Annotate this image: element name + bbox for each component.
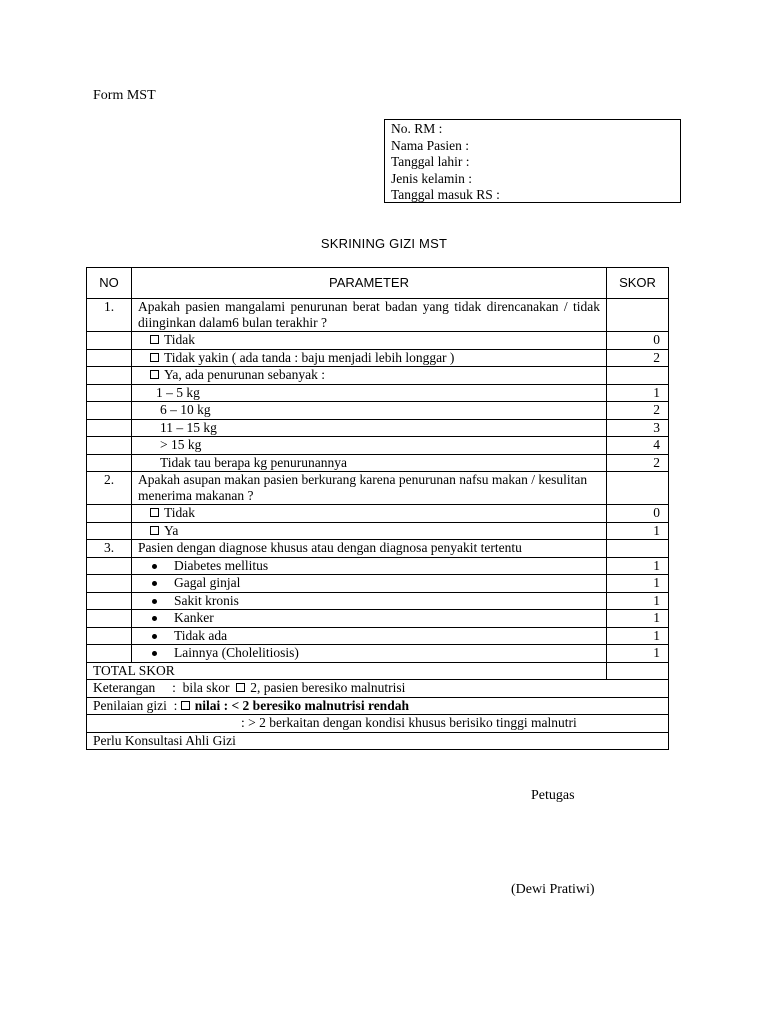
- checkbox-icon: [181, 701, 190, 710]
- q2-option-no-row: [87, 505, 669, 523]
- q3-item: [132, 627, 607, 645]
- q1-sub-label: 6 – 10 kg: [132, 402, 607, 420]
- empty-no-cell: [87, 332, 132, 350]
- q3-item-score: 1: [607, 592, 669, 610]
- q1-option-no-score: 0: [607, 332, 669, 350]
- q3-item: [132, 592, 607, 610]
- note-prefix: Keterangan : bila skor: [93, 680, 230, 695]
- q1-sub-score: 1: [607, 384, 669, 402]
- empty-no-cell: [87, 627, 132, 645]
- bullet-icon: [152, 599, 157, 604]
- q3-score-empty: [607, 540, 669, 558]
- header-no: NO: [87, 268, 132, 299]
- q3-item-score: 1: [607, 645, 669, 663]
- empty-no-cell: [87, 645, 132, 663]
- q2-number: 2.: [87, 472, 132, 505]
- q1-sub-score: 2: [607, 402, 669, 420]
- q2-question: Apakah asupan makan pasien berkurang karena penurunan nafsu makan / kesulitan menerima makanan ?: [132, 472, 607, 505]
- empty-no-cell: [87, 384, 132, 402]
- q1-option-unsure-row: [87, 349, 669, 367]
- q1-option-yes: [132, 367, 607, 385]
- q2-option-yes-score: 1: [607, 522, 669, 540]
- bullet-icon: [152, 634, 157, 639]
- q3-item: [132, 575, 607, 593]
- checkbox-icon: [150, 370, 159, 379]
- assessment-row: [87, 697, 669, 715]
- total-score: [607, 662, 669, 680]
- note-cell: [87, 680, 669, 698]
- checkbox-icon: [150, 526, 159, 535]
- q1-option-unsure: [132, 349, 607, 367]
- header-score: SKOR: [607, 268, 669, 299]
- q3-item-label: Lainnya (Cholelitiosis): [174, 645, 299, 660]
- q3-item-label: Sakit kronis: [174, 592, 239, 608]
- empty-no-cell: [87, 367, 132, 385]
- q3-question: Pasien dengan diagnose khusus atau dengan diagnosa penyakit tertentu: [132, 540, 607, 558]
- consult-row: [87, 732, 669, 750]
- q2-row: [87, 472, 669, 505]
- empty-no-cell: [87, 522, 132, 540]
- form-title: Form MST: [93, 88, 156, 103]
- empty-no-cell: [87, 575, 132, 593]
- assessment-line-2: : > 2 berkaitan dengan kondisi khusus berisiko tinggi malnutri: [87, 715, 669, 733]
- officer-label: Petugas: [531, 788, 575, 803]
- q3-row: [87, 540, 669, 558]
- q3-item: [132, 557, 607, 575]
- assessment-prefix: Penilaian gizi :: [93, 697, 178, 713]
- q2-option-no-score: 0: [607, 505, 669, 523]
- q1-question: Apakah pasien mangalami penurunan berat badan yang tidak direncanakan / tidak diinginkan dalam6 bulan terakhir ?: [132, 299, 607, 332]
- checkbox-icon: [150, 508, 159, 517]
- q1-option-yes-label: Ya, ada penurunan sebanyak :: [164, 367, 325, 382]
- checkbox-icon: [236, 683, 245, 692]
- q1-option-no-row: [87, 332, 669, 350]
- q1-option-yes-score: [607, 367, 669, 385]
- q3-item-label: Gagal ginjal: [174, 575, 241, 590]
- q2-option-yes: [132, 522, 607, 540]
- empty-no-cell: [87, 437, 132, 455]
- q3-item-score: 1: [607, 557, 669, 575]
- header-parameter: PARAMETER: [132, 268, 607, 299]
- q1-sub-score: 3: [607, 419, 669, 437]
- empty-no-cell: [87, 592, 132, 610]
- assessment-bold: nilai : < 2 beresiko malnutrisi rendah: [194, 697, 409, 713]
- q2-option-yes-label: Ya: [164, 522, 179, 538]
- q2-score-empty: [607, 472, 669, 505]
- q3-item: [132, 645, 607, 663]
- empty-no-cell: [87, 454, 132, 472]
- q3-item-row: [87, 645, 669, 663]
- consult-cell: Perlu Konsultasi Ahli Gizi: [87, 732, 669, 750]
- q1-sub-label: 1 – 5 kg: [132, 384, 607, 402]
- note-row: [87, 680, 669, 698]
- q3-item-row: [87, 627, 669, 645]
- q3-item-label: Diabetes mellitus: [174, 557, 269, 573]
- checkbox-icon: [150, 335, 159, 344]
- q1-sub-row: [87, 454, 669, 472]
- assessment-row-2: [87, 715, 669, 733]
- q3-number: 3.: [87, 540, 132, 558]
- q3-item-label: Tidak ada: [174, 627, 228, 643]
- empty-no-cell: [87, 610, 132, 628]
- q1-option-unsure-label: Tidak yakin ( ada tanda : baju menjadi lebih longgar ): [164, 349, 455, 365]
- note-suffix: 2, pasien beresiko malnutrisi: [250, 680, 406, 695]
- header-row: [87, 268, 669, 299]
- officer-name: (Dewi Pratiwi): [511, 882, 595, 897]
- q2-option-yes-row: [87, 522, 669, 540]
- patient-info-box: [384, 119, 681, 203]
- checkbox-icon: [150, 353, 159, 362]
- q1-row: [87, 299, 669, 332]
- q3-item-row: [87, 557, 669, 575]
- q3-item-score: 1: [607, 575, 669, 593]
- bullet-icon: [152, 581, 157, 586]
- assessment-cell: [87, 697, 669, 715]
- bullet-icon: [152, 616, 157, 621]
- bullet-icon: [152, 564, 157, 569]
- q2-option-no: [132, 505, 607, 523]
- q2-option-no-label: Tidak: [164, 505, 196, 520]
- document-title: SKRINING GIZI MST: [320, 236, 448, 251]
- q3-item-row: [87, 610, 669, 628]
- q3-item-row: [87, 575, 669, 593]
- q1-sub-label: Tidak tau berapa kg penurunannya: [132, 454, 607, 472]
- q1-option-unsure-score: 2: [607, 349, 669, 367]
- empty-no-cell: [87, 402, 132, 420]
- q3-item: [132, 610, 607, 628]
- empty-no-cell: [87, 505, 132, 523]
- q1-sub-label: > 15 kg: [132, 437, 607, 455]
- admit-date-label: Tanggal masuk RS :: [391, 187, 500, 202]
- mst-screening-table: [86, 267, 669, 750]
- empty-no-cell: [87, 557, 132, 575]
- empty-no-cell: [87, 349, 132, 367]
- q1-option-yes-row: [87, 367, 669, 385]
- q1-score-empty: [607, 299, 669, 332]
- empty-no-cell: [87, 419, 132, 437]
- q1-sub-row: [87, 402, 669, 420]
- sex-label: Jenis kelamin :: [391, 170, 472, 186]
- q1-option-no-label: Tidak: [164, 332, 196, 347]
- q1-sub-row: [87, 437, 669, 455]
- bullet-icon: [152, 651, 157, 656]
- q1-sub-label: 11 – 15 kg: [132, 419, 607, 437]
- q1-sub-row: [87, 419, 669, 437]
- q1-number: 1.: [87, 299, 132, 332]
- dob-label: Tanggal lahir :: [391, 154, 470, 169]
- q3-item-row: [87, 592, 669, 610]
- q1-option-no: [132, 332, 607, 350]
- patient-name-label: Nama Pasien :: [391, 137, 469, 153]
- q3-item-score: 1: [607, 610, 669, 628]
- q3-item-label: Kanker: [174, 610, 214, 625]
- q3-item-score: 1: [607, 627, 669, 645]
- q1-sub-score: 2: [607, 454, 669, 472]
- rm-field-label: No. RM :: [391, 121, 443, 136]
- total-row: [87, 662, 669, 680]
- q1-sub-score: 4: [607, 437, 669, 455]
- total-label: TOTAL SKOR: [87, 662, 607, 680]
- q1-sub-row: [87, 384, 669, 402]
